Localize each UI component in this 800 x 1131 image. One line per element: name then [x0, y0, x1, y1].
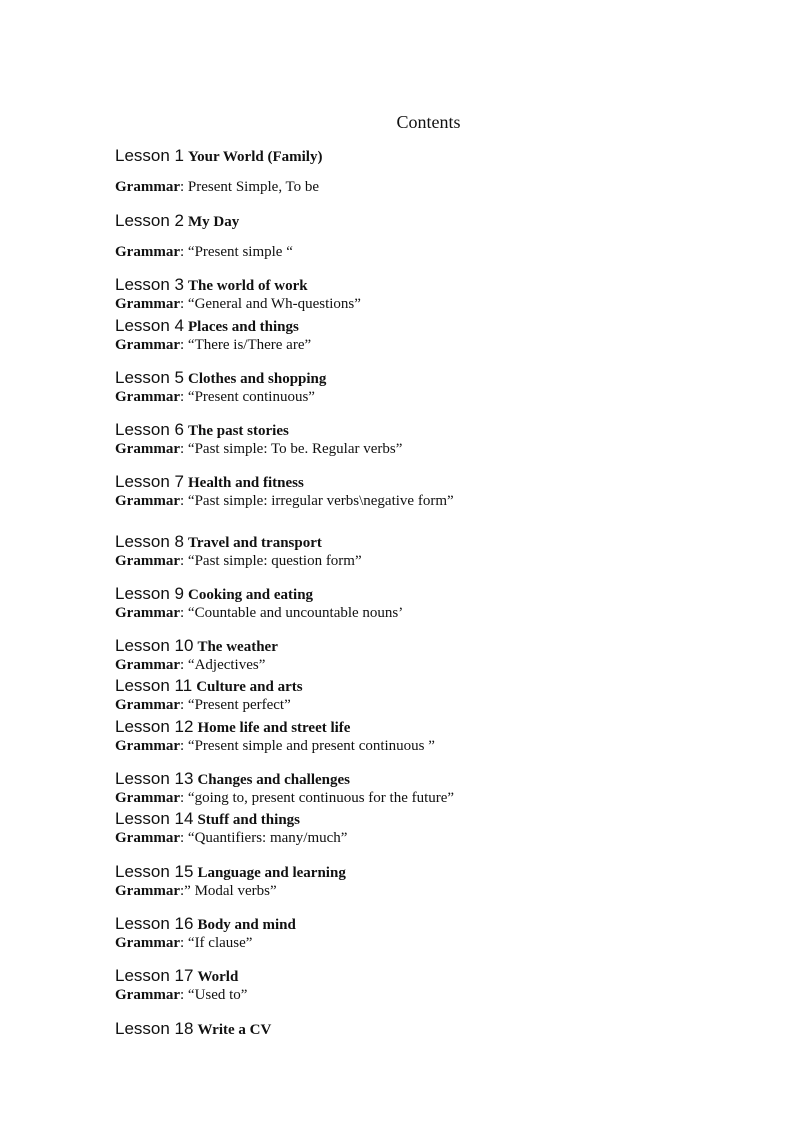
lesson-title: Changes and challenges [197, 772, 350, 788]
lesson-heading [115, 716, 435, 738]
lesson-heading [115, 913, 296, 935]
lesson-number: Lesson 16 [115, 914, 194, 933]
grammar-topic: ” Modal verbs” [184, 883, 277, 899]
lesson-heading [115, 471, 454, 493]
grammar-separator: : [179, 883, 185, 899]
lesson-heading [115, 531, 362, 553]
toc-entry [115, 861, 346, 901]
lesson-heading [115, 210, 293, 232]
toc-entry [115, 675, 303, 715]
lesson-heading [115, 675, 303, 697]
lesson-number: Lesson 6 [115, 420, 184, 439]
grammar-topic: “Present perfect” [184, 697, 291, 713]
grammar-separator: : [179, 830, 185, 846]
toc-entry [115, 531, 362, 571]
grammar-topic: “General and Wh-questions” [184, 296, 361, 312]
grammar-label: Grammar [115, 605, 180, 621]
lesson-title: Travel and transport [188, 535, 322, 551]
lesson-number: Lesson 9 [115, 584, 184, 603]
lesson-heading [115, 965, 247, 987]
lesson-heading [115, 419, 402, 441]
grammar-line [115, 294, 361, 314]
lesson-number: Lesson 5 [115, 368, 184, 387]
lesson-number: Lesson 8 [115, 532, 184, 551]
grammar-separator: : [179, 441, 185, 457]
grammar-separator: : [179, 389, 185, 405]
lesson-number: Lesson 1 [115, 146, 184, 165]
grammar-label: Grammar [115, 337, 180, 353]
toc-entry [115, 635, 278, 675]
grammar-line [115, 695, 303, 715]
toc-entry [115, 210, 293, 262]
grammar-separator: : [179, 493, 185, 509]
grammar-topic: “Past simple: To be. Regular verbs” [184, 441, 403, 457]
toc-entry [115, 768, 454, 808]
grammar-topic: “Adjectives” [184, 657, 266, 673]
grammar-label: Grammar [115, 179, 180, 195]
lesson-title: My Day [188, 214, 240, 230]
lesson-number: Lesson 11 [115, 676, 193, 695]
lesson-heading [115, 583, 403, 605]
grammar-topic: “Present continuous” [184, 389, 315, 405]
toc-entry [115, 965, 247, 1005]
lesson-title: The past stories [188, 423, 289, 439]
lesson-number: Lesson 14 [115, 809, 194, 828]
grammar-label: Grammar [115, 883, 180, 899]
toc-entry [115, 315, 311, 355]
lesson-title: Write a CV [197, 1022, 272, 1038]
grammar-line [115, 491, 454, 511]
grammar-topic: “There is/There are” [184, 337, 312, 353]
grammar-separator: : [179, 605, 185, 621]
grammar-topic: “Past simple: question form” [184, 553, 362, 569]
grammar-line [115, 177, 322, 197]
grammar-label: Grammar [115, 790, 180, 806]
toc-entry [115, 913, 296, 953]
grammar-topic: “If clause” [184, 935, 253, 951]
grammar-separator: : [179, 697, 185, 713]
toc-entry [115, 1018, 271, 1040]
toc-entry [115, 419, 402, 459]
grammar-separator: : [179, 935, 185, 951]
toc-entry [115, 716, 435, 756]
lesson-heading [115, 861, 346, 883]
grammar-topic: “Quantifiers: many/much” [184, 830, 348, 846]
grammar-topic: “Present simple “ [184, 244, 293, 260]
lesson-number: Lesson 15 [115, 862, 194, 881]
lesson-number: Lesson 10 [115, 636, 194, 655]
toc-entry [115, 471, 454, 511]
toc-entry [115, 808, 347, 848]
lesson-number: Lesson 3 [115, 275, 184, 294]
lesson-heading [115, 1018, 271, 1040]
lesson-heading [115, 768, 454, 790]
lesson-title: Home life and street life [197, 720, 351, 736]
lesson-number: Lesson 12 [115, 717, 194, 736]
grammar-line [115, 439, 402, 459]
toc-entry [115, 583, 403, 623]
lesson-title: Places and things [188, 319, 299, 335]
grammar-line [115, 387, 326, 407]
lesson-title: Health and fitness [188, 475, 304, 491]
lesson-heading [115, 274, 361, 296]
lesson-title: Language and learning [197, 865, 346, 881]
grammar-line [115, 985, 247, 1005]
lesson-number: Lesson 2 [115, 211, 184, 230]
grammar-separator: : [179, 738, 185, 754]
grammar-label: Grammar [115, 244, 180, 260]
grammar-line [115, 788, 454, 808]
lesson-heading [115, 315, 311, 337]
page-title: Contents [396, 112, 461, 132]
grammar-topic: “Used to” [184, 987, 248, 1003]
lesson-heading [115, 808, 347, 830]
grammar-separator: : [179, 553, 185, 569]
grammar-label: Grammar [115, 738, 180, 754]
lesson-title: Culture and arts [196, 679, 303, 695]
grammar-topic: “Present simple and present continuous ” [184, 738, 435, 754]
grammar-label: Grammar [115, 987, 180, 1003]
grammar-separator: : [179, 790, 185, 806]
lesson-title: The weather [197, 639, 278, 655]
grammar-separator: : [179, 657, 185, 673]
grammar-label: Grammar [115, 441, 180, 457]
grammar-label: Grammar [115, 553, 180, 569]
lesson-title: Your World (Family) [188, 149, 323, 165]
lesson-number: Lesson 7 [115, 472, 184, 491]
lesson-title: World [197, 969, 239, 985]
lesson-heading [115, 635, 278, 657]
grammar-topic: Present Simple, To be [184, 179, 320, 195]
grammar-line [115, 828, 347, 848]
grammar-label: Grammar [115, 697, 180, 713]
grammar-topic: “Countable and uncountable nouns’ [184, 605, 404, 621]
grammar-line [115, 603, 403, 623]
grammar-label: Grammar [115, 657, 180, 673]
grammar-topic: “going to, present continuous for the future” [184, 790, 455, 806]
lesson-title: Cooking and eating [188, 587, 314, 603]
lesson-heading [115, 145, 322, 167]
grammar-line [115, 242, 293, 262]
grammar-separator: : [179, 987, 185, 1003]
grammar-line [115, 335, 311, 355]
grammar-separator: : [179, 244, 185, 260]
grammar-separator: : [179, 337, 185, 353]
grammar-label: Grammar [115, 935, 180, 951]
grammar-label: Grammar [115, 389, 180, 405]
toc-entry [115, 274, 361, 314]
grammar-label: Grammar [115, 493, 180, 509]
grammar-separator: : [179, 179, 185, 195]
grammar-line [115, 933, 296, 953]
lesson-number: Lesson 17 [115, 966, 194, 985]
lesson-heading [115, 367, 326, 389]
toc-entry [115, 145, 322, 197]
grammar-separator: : [179, 296, 185, 312]
lesson-title: Body and mind [197, 917, 296, 933]
toc-entry [115, 367, 326, 407]
grammar-label: Grammar [115, 830, 180, 846]
lesson-title: The world of work [188, 278, 308, 294]
lesson-number: Lesson 4 [115, 316, 184, 335]
lesson-number: Lesson 13 [115, 769, 194, 788]
lesson-title: Clothes and shopping [188, 371, 327, 387]
lesson-title: Stuff and things [197, 812, 300, 828]
grammar-line [115, 881, 346, 901]
grammar-line [115, 551, 362, 571]
grammar-line [115, 736, 435, 756]
grammar-label: Grammar [115, 296, 180, 312]
lesson-number: Lesson 18 [115, 1019, 194, 1038]
grammar-topic: “Past simple: irregular verbs\negative form” [184, 493, 454, 509]
grammar-line [115, 655, 278, 675]
